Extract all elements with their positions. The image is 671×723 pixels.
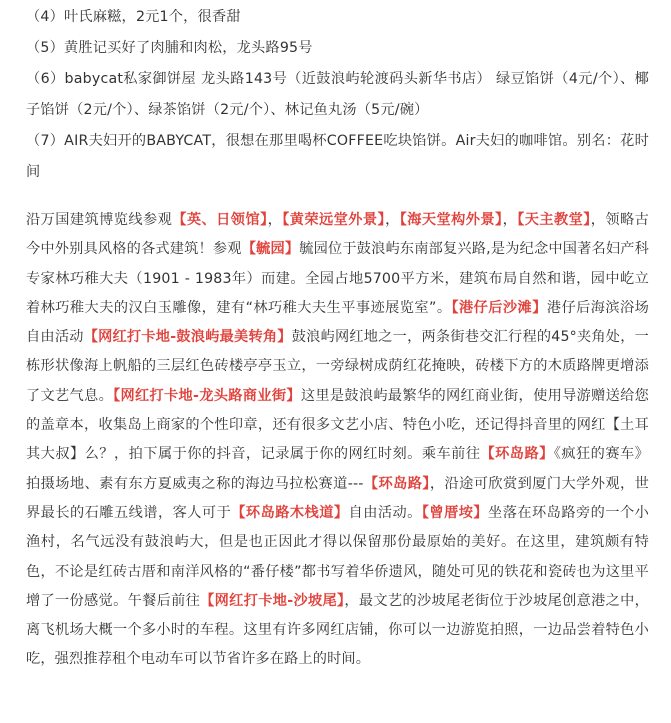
place-highlight: 【网红打卡地-龙头路商业街】 xyxy=(113,387,301,404)
paragraph-text: ，沿途可欣赏到厦门大学外观，世界最长的石雕五线谱，客人可于 xyxy=(26,475,649,521)
paragraph-text: 港仔后海滨浴场自由活动 xyxy=(26,299,650,346)
list-item: （7）AIR夫妇开的BABYCAT，很想在那里喝杯COFFEE吃块馅饼。Air夫妇的咖啡馆。别名：花时间 xyxy=(26,133,649,180)
paragraph-text: 鼓浪屿网红地之一，两条街巷交汇行程的45°夹角处，一栋形状像海上帆船的三层红色砖楼亭亭玉立，一旁绿树成荫红花掩映，砖楼下方的木质路牌更增添了文艺气息。 xyxy=(26,329,649,404)
paragraph-text: ， xyxy=(267,212,283,228)
paragraph-text: 自由活动。 xyxy=(348,504,422,521)
paragraph-text: 坐落在环岛路旁的一个小渔村，名气远没有鼓浪屿大，但是也正因此才得以保留那份最原始的美好。在这里，建筑颇有特色，不论是红砖古厝和南洋风格的“番仔楼”都书写着华侨遗风，随处可见的铁花和瓷砖也为这里平增了一份感觉。午餐后前往 xyxy=(26,504,649,609)
paragraph-text: ，领略古今中外别具风格的各式建筑！参观 xyxy=(26,212,650,258)
place-highlight: 【环岛路】 xyxy=(363,475,430,492)
paragraph-text: 这里是鼓浪屿最繁华的网红商业街，使用导游赠送给您的盖章本，收集岛上商家的个性印章，还有很多文艺小店、特色小吃，还记得抖音里的网红【土耳其大叔】么？，拍下属于你的抖音，记录属于你的网红时刻。乘车前往 xyxy=(26,387,649,463)
place-highlight: 【海天堂构外景】 xyxy=(399,212,503,228)
place-highlight: 【黄荣远堂外景】 xyxy=(282,212,386,228)
snack-list xyxy=(26,0,649,188)
paragraph-text: ， xyxy=(385,212,400,228)
place-highlight: 【港仔后沙滩】 xyxy=(451,299,547,316)
place-highlight: 【网红打卡地-鼓浪屿最美转角】 xyxy=(83,329,292,346)
place-highlight: 【天主教堂】 xyxy=(517,212,591,228)
place-highlight: 【网红打卡地-沙坡尾】 xyxy=(200,592,345,609)
itinerary-paragraph xyxy=(26,206,649,675)
paragraph-text: 沿万国建筑博览线参观 xyxy=(26,212,173,228)
place-highlight: 【环岛路】 xyxy=(480,446,554,463)
paragraph-text: 《疯狂的赛车》拍摄场地、素有东方夏威夷之称的海边马拉松赛道--- xyxy=(26,446,649,492)
place-highlight: 【环岛路木栈道】 xyxy=(231,504,349,521)
paragraph-text: 毓园位于鼓浪屿东南部复兴路,是为纪念中国著名妇产科专家林巧稚大夫（1901 - 1983年）而建。全园占地5700平方米，建筑布局自然和谐，园中屹立着林巧稚大夫的汉白玉雕像，建有“林巧稚大夫生平事迹展览室”。 xyxy=(26,241,649,316)
list-item: （6）babycat私家御饼屋 龙头路143号（近鼓浪屿轮渡码头新华书店） 绿豆馅饼（4元/个）、椰子馅饼（2元/个）、绿茶馅饼（2元/个）、林记鱼丸汤（5元/碗） xyxy=(26,71,649,118)
paragraph-text: ， xyxy=(502,212,518,228)
list-item: （4）叶氏麻糍，2元1个，很香甜 xyxy=(26,9,241,25)
place-highlight: 【英、日领馆】 xyxy=(172,212,268,228)
place-highlight: 【曾厝垵】 xyxy=(421,504,489,521)
paragraph-text: ，最文艺的沙坡尾老街位于沙坡尾创意港之中，离飞机场大概一个多小时的车程。这里有许多网红店铺，你可以一边游览拍照，一边品尝着特色小吃，强烈推荐租个电动车可以节省许多在路上的时间。 xyxy=(26,592,649,668)
place-highlight: 【毓园】 xyxy=(241,241,300,258)
list-item: （5）黄胜记买好了肉脯和肉松，龙头路95号 xyxy=(26,40,313,56)
